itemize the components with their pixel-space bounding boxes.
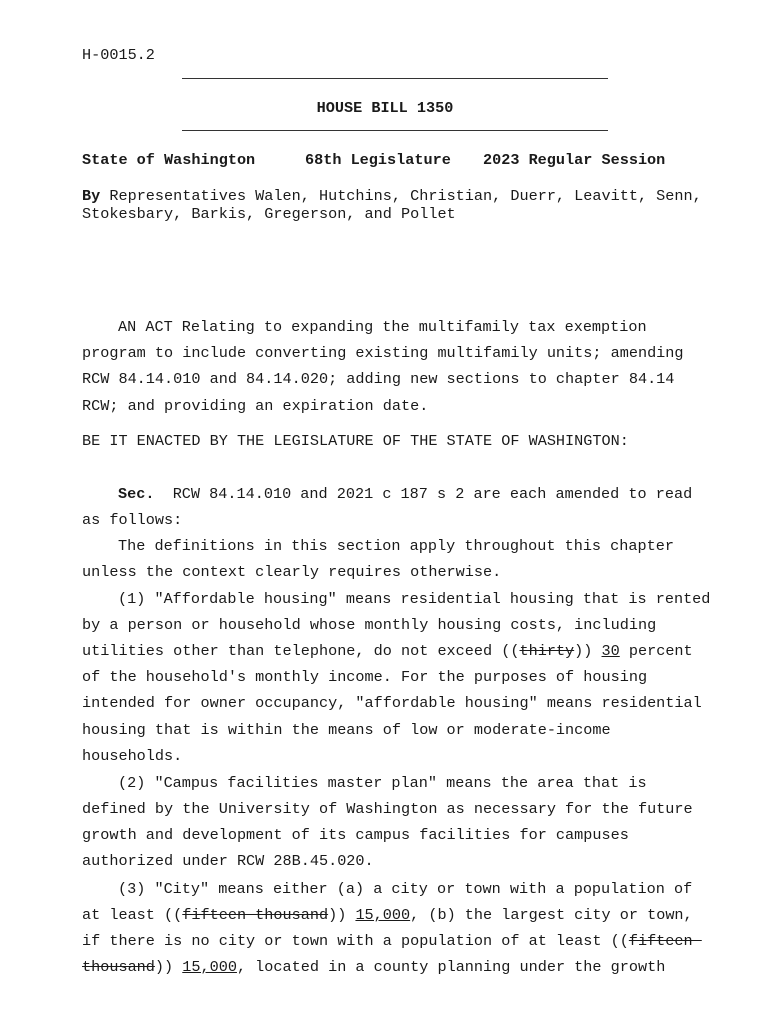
act-title-line: AN ACT Relating to expanding the multifamily tax exemption — [118, 318, 647, 336]
section-header-line-2: as follows: — [82, 511, 183, 529]
body-line: The definitions in this section apply throughout this chapter — [118, 537, 674, 555]
sponsors-line-1 — [82, 187, 702, 205]
deleted-text: thirty — [519, 642, 575, 660]
deleted-text: thousand — [82, 958, 155, 976]
title-rule-bottom — [182, 130, 608, 131]
body-line: of the household's monthly income. For the purposes of housing — [82, 668, 648, 686]
sponsors-line-2: Stokesbary, Barkis, Gregerson, and Pollet — [82, 205, 456, 223]
body-line: authorized under RCW 28B.45.020. — [82, 852, 374, 870]
deleted-text: fifteen — [628, 932, 702, 950]
body-line: growth and development of its campus facilities for campuses — [82, 826, 629, 844]
section-header-line-1 — [118, 485, 692, 503]
section-label: Sec. — [118, 485, 155, 503]
text-span: )) — [328, 906, 356, 924]
sponsors-names-1: Representatives Walen, Hutchins, Christian, Duerr, Leavitt, Senn, — [100, 187, 702, 205]
enacting-clause: BE IT ENACTED BY THE LEGISLATURE OF THE STATE OF WASHINGTON: — [82, 432, 629, 450]
body-line — [82, 958, 665, 976]
text-span: , located in a county planning under the growth — [236, 958, 666, 976]
body-line — [82, 642, 693, 660]
act-title-line: RCW; and providing an expiration date. — [82, 397, 429, 415]
inserted-text: 15,000 — [182, 958, 237, 976]
body-line: (2) "Campus facilities master plan" means the area that is — [118, 774, 647, 792]
bill-title: HOUSE BILL 1350 — [316, 99, 454, 117]
by-label: By — [82, 187, 101, 205]
text-span: )) — [574, 642, 602, 660]
title-rule-top — [182, 78, 608, 79]
legislature-label: 68th Legislature — [305, 151, 451, 169]
text-span: at least (( — [82, 906, 183, 924]
body-line — [82, 906, 693, 924]
body-line: intended for owner occupancy, "affordable housing" means residential — [82, 694, 702, 712]
document-code: H-0015.2 — [82, 46, 155, 64]
session-label: 2023 Regular Session — [483, 151, 666, 169]
state-label: State of Washington — [82, 151, 256, 169]
act-title-line: program to include converting existing multifamily units; amending — [82, 344, 684, 362]
deleted-text: fifteen thousand — [182, 906, 329, 924]
section-header-text: RCW 84.14.010 and 2021 c 187 s 2 are each amended to read — [154, 485, 693, 503]
body-line: housing that is within the means of low or moderate-income — [82, 721, 611, 739]
body-line — [82, 932, 702, 950]
text-span: if there is no city or town with a population of at least (( — [82, 932, 629, 950]
inserted-text: 15,000 — [355, 906, 411, 924]
text-span: )) — [154, 958, 183, 976]
text-span: utilities other than telephone, do not exceed (( — [82, 642, 520, 660]
act-title-line: RCW 84.14.010 and 84.14.020; adding new sections to chapter 84.14 — [82, 370, 675, 388]
body-line: by a person or household whose monthly housing costs, including — [82, 616, 657, 634]
body-line: households. — [82, 747, 183, 765]
body-line: unless the context clearly requires otherwise. — [82, 563, 502, 581]
inserted-text: 30 — [601, 642, 620, 660]
body-line: defined by the University of Washington as necessary for the future — [82, 800, 693, 818]
body-line: (3) "City" means either (a) a city or town with a population of — [118, 880, 693, 898]
text-span: , (b) the largest city or town, — [410, 906, 693, 924]
body-line: (1) "Affordable housing" means residential housing that is rented — [118, 590, 711, 608]
text-span: percent — [619, 642, 693, 660]
